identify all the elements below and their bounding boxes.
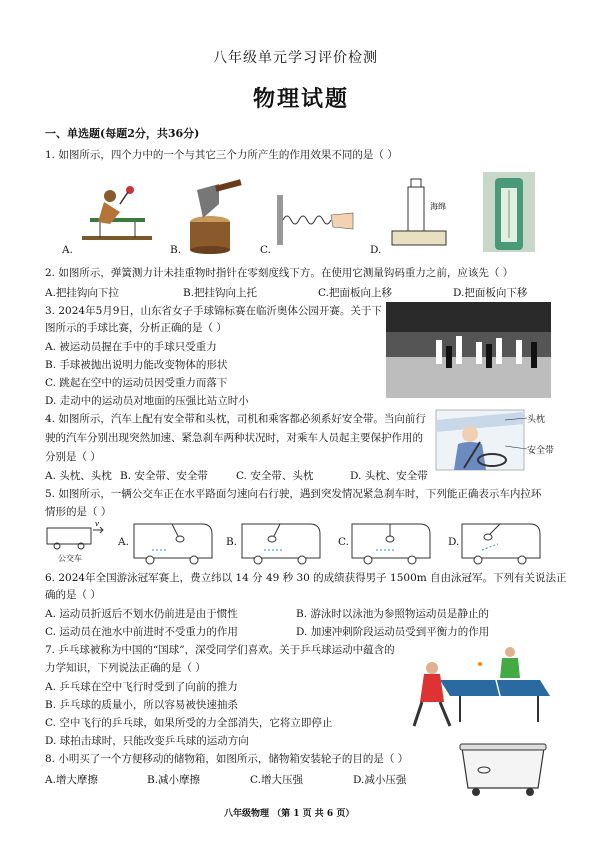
q5-option-a: A. <box>118 536 129 548</box>
q2-option-d: D.把面板向下移 <box>453 287 528 299</box>
headrest-label: 头枕 <box>527 415 546 425</box>
spring-hand-illustration <box>275 195 355 250</box>
question-3-line2: 图所示的手球比赛，分析正确的是（ ） <box>45 322 227 334</box>
q1-option-a: A. <box>62 244 73 256</box>
storage-box-illustration <box>458 742 548 800</box>
question-3-line1: 3. 2024年5月9日，山东省女子手球锦标赛在临沂奥体公园开赛。关于下 <box>45 305 382 317</box>
q3-option-c: C. 跳起在空中的运动员因受重力而落下 <box>45 377 228 389</box>
bus-label: 公交车 <box>58 554 82 563</box>
spring-scale-photo <box>483 172 535 252</box>
question-4-line3: 分别是（ ） <box>45 451 101 463</box>
bus-reference-illustration <box>45 522 105 552</box>
q3-option-d: D. 走动中的运动员对地面的压强比站立时小 <box>45 395 249 407</box>
question-4-line2: 驶的汽车分别出现突然加速、紧急刹车两种状况时，对乘车人员起主要保护作用的 <box>45 432 423 444</box>
question-7-line2: 力学知识，下列说法正确的是（ ） <box>45 662 206 674</box>
bus-option-a-illustration <box>132 520 214 566</box>
question-6-line1: 6. 2024年全国游泳冠军赛上，费立纬以 14 分 49 秒 30 的成绩获得男子 1500m 自由泳冠军。下列有关说法正 <box>45 572 567 584</box>
section-heading: 一、单选题(每题2分，共36分) <box>45 127 200 140</box>
question-7-line1: 7. 乒乓球被称为中国的“国球”，深受同学们喜欢。关于乒乓球运动中蕴含的 <box>45 644 395 656</box>
q7-option-b: B. 乒乓球的质量小，所以容易被快速抽杀 <box>45 699 238 711</box>
q7-option-a: A. 乒乓球在空中飞行时受到了向前的推力 <box>45 681 238 693</box>
q1-option-b: B. <box>170 244 182 256</box>
q3-option-a: A. 被运动员握在手中的手球只受重力 <box>45 341 217 353</box>
q6-option-b: B. 游泳时以泳池为参照物运动员是静止的 <box>296 608 489 620</box>
q7-option-d: D. 球拍击球时，只能改变乒乓球的运动方向 <box>45 735 249 747</box>
q4-option-d: D. 头枕、安全带 <box>350 470 428 482</box>
handball-photo <box>386 302 551 398</box>
q8-option-b: B.减小摩擦 <box>147 774 201 786</box>
q7-option-c: C. 空中飞行的乒乓球，如果所受的力全部消失，它将立即停止 <box>45 717 333 729</box>
q2-option-c: C.把面板向上移 <box>318 287 392 299</box>
q5-option-b: B. <box>226 536 238 548</box>
q1-option-c: C. <box>260 244 271 256</box>
question-8-text: 8. 小明买了一个方便移动的储物箱，如图所示，储物箱安装轮子的目的是（ ） <box>45 753 409 765</box>
question-6-line2: 确的是（ ） <box>45 589 101 601</box>
q5-option-d: D. <box>448 536 460 548</box>
q2-option-b: B.把挂钩向上托 <box>183 287 258 299</box>
q2-option-a: A.把挂钩向下拉 <box>45 287 119 299</box>
bus-option-b-illustration <box>240 520 322 566</box>
bus-option-c-illustration <box>350 520 432 566</box>
q1-option-d: D. <box>370 244 382 256</box>
label-leader-lines <box>505 412 529 452</box>
ping-pong-illustration <box>410 640 550 730</box>
q5-option-c: C. <box>338 536 349 548</box>
question-4-line1: 4. 如图所示，汽车上配有安全带和头枕，司机和乘客都必须系好安全带。当向前行 <box>45 413 426 425</box>
q6-option-c: C. 运动员在池水中前进时不受重力的作用 <box>45 626 238 638</box>
question-1-text: 1. 如图所示，四个力中的一个与其它三个力所产生的作用效果不同的是（ ） <box>45 149 398 161</box>
question-5-line1: 5. 如图所示，一辆公交车正在水平路面匀速向右行驶，遇到突发情况紧急刹车时，下列能正确表示车内拉环 <box>45 488 542 500</box>
page-footer: 八年级物理 （第 1 页 共 6 页） <box>224 809 355 819</box>
axe-wood-illustration <box>185 180 245 252</box>
table-tennis-illustration <box>80 178 155 248</box>
seatbelt-label: 安全带 <box>527 446 555 456</box>
velocity-label: v <box>95 520 99 528</box>
q3-option-b: B. 手球被抛出说明力能改变物体的形状 <box>45 359 228 371</box>
page-title: 物理试题 <box>253 86 350 112</box>
q6-option-a: A. 运动员折返后不划水仍前进是由于惯性 <box>45 608 238 620</box>
question-2-text: 2. 如图所示，弹簧测力计未挂重物时指针在零刻度线下方。在使用它测量钩码重力之前，应该先（ ） <box>45 267 514 279</box>
question-5-line2: 情形的是（ ） <box>45 506 112 518</box>
q4-option-b: B. 安全带、安全带 <box>120 470 208 482</box>
sponge-label: 海绵 <box>430 202 446 211</box>
q4-option-c: C. 安全带、头枕 <box>236 470 314 482</box>
q8-option-d: D.减小压强 <box>353 774 407 786</box>
exam-subtitle: 八年级单元学习评价检测 <box>213 50 378 66</box>
q8-option-c: C.增大压强 <box>250 774 303 786</box>
bottle-sponge-illustration <box>392 175 462 250</box>
q6-option-d: D. 加速冲刺阶段运动员受到平衡力的作用 <box>296 626 490 638</box>
q4-option-a: A. 头枕、头枕 <box>45 470 112 482</box>
bus-option-d-illustration <box>460 520 542 566</box>
q8-option-a: A.增大摩擦 <box>45 774 98 786</box>
